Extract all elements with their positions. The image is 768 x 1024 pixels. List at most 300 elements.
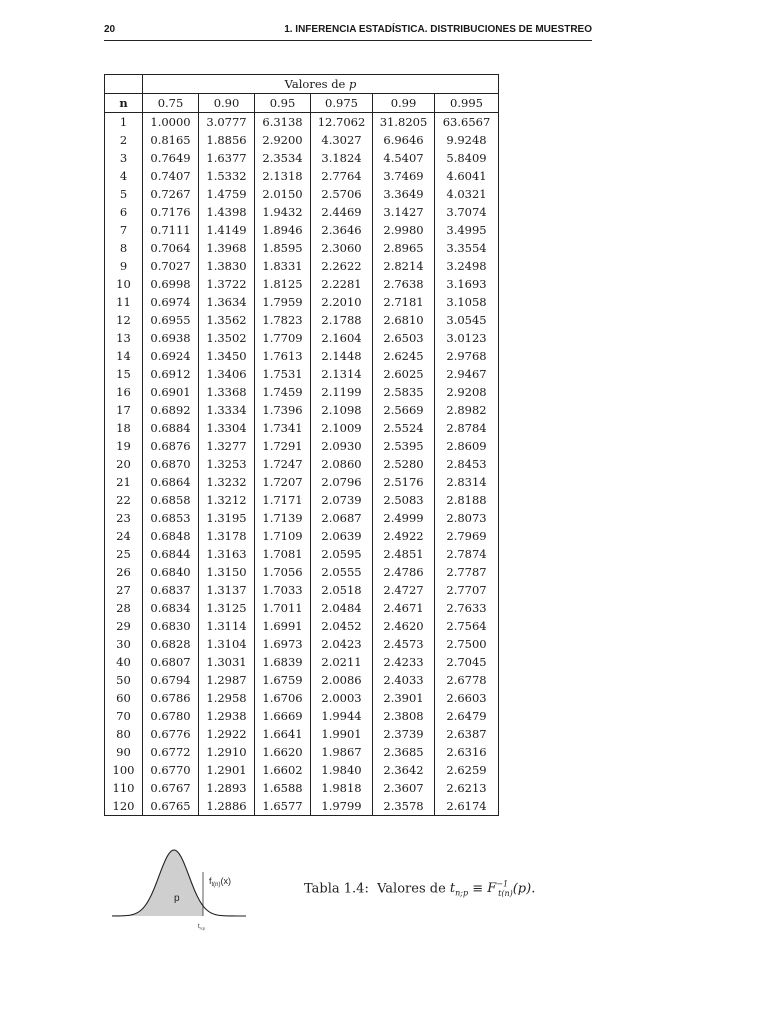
value-cell: 1.3722 [199, 275, 255, 293]
value-cell: 2.6479 [435, 707, 499, 725]
value-cell: 0.6858 [143, 491, 199, 509]
n-cell: 11 [105, 293, 143, 311]
value-cell: 1.6588 [255, 779, 311, 797]
table-row [105, 311, 499, 329]
value-cell: 2.0860 [311, 455, 373, 473]
value-cell: 1.9432 [255, 203, 311, 221]
value-cell: 1.6377 [199, 149, 255, 167]
n-cell: 29 [105, 617, 143, 635]
value-cell: 1.7011 [255, 599, 311, 617]
value-cell: 31.8205 [373, 113, 435, 132]
value-cell: 2.3578 [373, 797, 435, 816]
column-header: 0.995 [435, 94, 499, 113]
table-row [105, 509, 499, 527]
value-cell: 0.7064 [143, 239, 199, 257]
value-cell: 2.7969 [435, 527, 499, 545]
value-cell: 0.6828 [143, 635, 199, 653]
n-cell: 21 [105, 473, 143, 491]
value-cell: 3.1427 [373, 203, 435, 221]
value-cell: 1.2901 [199, 761, 255, 779]
value-cell: 2.2010 [311, 293, 373, 311]
value-cell: 3.7469 [373, 167, 435, 185]
value-cell: 1.7823 [255, 311, 311, 329]
value-cell: 2.0452 [311, 617, 373, 635]
value-cell: 2.8314 [435, 473, 499, 491]
value-cell: 4.6041 [435, 167, 499, 185]
n-cell: 4 [105, 167, 143, 185]
table-row [105, 203, 499, 221]
table-body [105, 113, 499, 816]
value-cell: 2.5835 [373, 383, 435, 401]
value-cell: 2.0518 [311, 581, 373, 599]
value-cell: 0.6807 [143, 653, 199, 671]
value-cell: 1.0000 [143, 113, 199, 132]
density-figure [106, 842, 256, 934]
value-cell: 2.7564 [435, 617, 499, 635]
value-cell: 0.6840 [143, 563, 199, 581]
value-cell: 1.3450 [199, 347, 255, 365]
value-cell: 1.8331 [255, 257, 311, 275]
value-cell: 1.3334 [199, 401, 255, 419]
value-cell: 2.0639 [311, 527, 373, 545]
value-cell: 2.4727 [373, 581, 435, 599]
group-header-label: Valores de [284, 77, 346, 91]
value-cell: 2.5395 [373, 437, 435, 455]
value-cell: 2.1314 [311, 365, 373, 383]
value-cell: 3.1058 [435, 293, 499, 311]
value-cell: 1.6641 [255, 725, 311, 743]
n-cell: 20 [105, 455, 143, 473]
value-cell: 2.9208 [435, 383, 499, 401]
table-row [105, 131, 499, 149]
n-cell: 30 [105, 635, 143, 653]
value-cell: 1.5332 [199, 167, 255, 185]
column-header: 0.95 [255, 94, 311, 113]
value-cell: 9.9248 [435, 131, 499, 149]
chapter-title: 1. INFERENCIA ESTADÍSTICA. DISTRIBUCIONES DE MUESTREO [284, 24, 592, 35]
table-row [105, 383, 499, 401]
n-cell: 9 [105, 257, 143, 275]
value-cell: 1.7291 [255, 437, 311, 455]
value-cell: 2.0484 [311, 599, 373, 617]
value-cell: 0.6924 [143, 347, 199, 365]
value-cell: 2.9200 [255, 131, 311, 149]
table-row [105, 419, 499, 437]
value-cell: 0.6770 [143, 761, 199, 779]
function-label: $f_{t(n)}(x)$ [209, 876, 232, 888]
value-cell: 1.9867 [311, 743, 373, 761]
value-cell: 1.7207 [255, 473, 311, 491]
n-cell: 3 [105, 149, 143, 167]
value-cell: 0.6901 [143, 383, 199, 401]
value-cell: 0.6837 [143, 581, 199, 599]
t-distribution-table [104, 74, 499, 816]
value-cell: 2.2281 [311, 275, 373, 293]
caption-equiv: ≡ [472, 881, 484, 897]
value-cell: 2.7787 [435, 563, 499, 581]
value-cell: 0.6955 [143, 311, 199, 329]
value-cell: 2.4573 [373, 635, 435, 653]
value-cell: 0.6864 [143, 473, 199, 491]
corner-cell [105, 75, 143, 94]
value-cell: 1.7709 [255, 329, 311, 347]
table-row [105, 113, 499, 132]
shaded-area [112, 850, 203, 916]
value-cell: 3.3554 [435, 239, 499, 257]
value-cell: 0.8165 [143, 131, 199, 149]
value-cell: 1.7341 [255, 419, 311, 437]
value-cell: 1.7959 [255, 293, 311, 311]
value-cell: 2.5524 [373, 419, 435, 437]
value-cell: 2.0930 [311, 437, 373, 455]
value-cell: 1.4398 [199, 203, 255, 221]
value-cell: 1.9840 [311, 761, 373, 779]
n-cell: 8 [105, 239, 143, 257]
value-cell: 2.1318 [255, 167, 311, 185]
value-cell: 1.6839 [255, 653, 311, 671]
table-row [105, 365, 499, 383]
table-row [105, 707, 499, 725]
value-cell: 0.6938 [143, 329, 199, 347]
table-row [105, 671, 499, 689]
value-cell: 1.7139 [255, 509, 311, 527]
value-cell: 3.0123 [435, 329, 499, 347]
value-cell: 2.6213 [435, 779, 499, 797]
value-cell: 0.6974 [143, 293, 199, 311]
value-cell: 2.8453 [435, 455, 499, 473]
value-cell: 2.6259 [435, 761, 499, 779]
value-cell: 2.5706 [311, 185, 373, 203]
n-cell: 110 [105, 779, 143, 797]
value-cell: 6.9646 [373, 131, 435, 149]
value-cell: 12.7062 [311, 113, 373, 132]
value-cell: 2.4671 [373, 599, 435, 617]
value-cell: 1.4759 [199, 185, 255, 203]
table-row [105, 797, 499, 816]
value-cell: 2.6245 [373, 347, 435, 365]
n-cell: 50 [105, 671, 143, 689]
value-cell: 0.7407 [143, 167, 199, 185]
table-row [105, 401, 499, 419]
value-cell: 2.4233 [373, 653, 435, 671]
value-cell: 2.0555 [311, 563, 373, 581]
value-cell: 1.8856 [199, 131, 255, 149]
n-cell: 70 [105, 707, 143, 725]
value-cell: 2.4033 [373, 671, 435, 689]
n-cell: 17 [105, 401, 143, 419]
value-cell: 1.7171 [255, 491, 311, 509]
value-cell: 2.0687 [311, 509, 373, 527]
value-cell: 2.3739 [373, 725, 435, 743]
value-cell: 1.7056 [255, 563, 311, 581]
value-cell: 2.6316 [435, 743, 499, 761]
table-row [105, 563, 499, 581]
n-cell: 18 [105, 419, 143, 437]
value-cell: 3.7074 [435, 203, 499, 221]
n-cell: 14 [105, 347, 143, 365]
table-row [105, 527, 499, 545]
value-cell: 2.7874 [435, 545, 499, 563]
value-cell: 1.3253 [199, 455, 255, 473]
value-cell: 2.6810 [373, 311, 435, 329]
value-cell: 1.9901 [311, 725, 373, 743]
value-cell: 0.6853 [143, 509, 199, 527]
quantile-label: $t_{n;p}$ [198, 924, 206, 931]
value-cell: 2.7707 [435, 581, 499, 599]
value-cell: 1.7396 [255, 401, 311, 419]
value-cell: 1.8595 [255, 239, 311, 257]
n-cell: 19 [105, 437, 143, 455]
table-caption [304, 880, 535, 898]
value-cell: 0.6998 [143, 275, 199, 293]
value-cell: 0.7111 [143, 221, 199, 239]
n-cell: 28 [105, 599, 143, 617]
value-cell: 4.0321 [435, 185, 499, 203]
value-cell: 2.4469 [311, 203, 373, 221]
value-cell: 3.1693 [435, 275, 499, 293]
value-cell: 2.3901 [373, 689, 435, 707]
value-cell: 1.6577 [255, 797, 311, 816]
value-cell: 2.5280 [373, 455, 435, 473]
table-row [105, 779, 499, 797]
value-cell: 2.7764 [311, 167, 373, 185]
n-column-header: n [105, 94, 143, 113]
value-cell: 1.3178 [199, 527, 255, 545]
value-cell: 0.6834 [143, 599, 199, 617]
value-cell: 2.7638 [373, 275, 435, 293]
value-cell: 1.9799 [311, 797, 373, 816]
value-cell: 1.8946 [255, 221, 311, 239]
column-header: 0.75 [143, 94, 199, 113]
value-cell: 1.3195 [199, 509, 255, 527]
value-cell: 0.6870 [143, 455, 199, 473]
n-cell: 2 [105, 131, 143, 149]
value-cell: 0.6780 [143, 707, 199, 725]
value-cell: 1.3031 [199, 653, 255, 671]
area-label: p [174, 893, 180, 904]
n-cell: 12 [105, 311, 143, 329]
table-row [105, 617, 499, 635]
table-row [105, 689, 499, 707]
value-cell: 1.3830 [199, 257, 255, 275]
table-row [105, 329, 499, 347]
value-cell: 1.2893 [199, 779, 255, 797]
value-cell: 0.6892 [143, 401, 199, 419]
n-cell: 16 [105, 383, 143, 401]
value-cell: 3.2498 [435, 257, 499, 275]
n-cell: 10 [105, 275, 143, 293]
value-cell: 2.3642 [373, 761, 435, 779]
value-cell: 1.6602 [255, 761, 311, 779]
value-cell: 1.3968 [199, 239, 255, 257]
value-cell: 2.3534 [255, 149, 311, 167]
value-cell: 2.8965 [373, 239, 435, 257]
value-cell: 0.6772 [143, 743, 199, 761]
value-cell: 2.8073 [435, 509, 499, 527]
value-cell: 2.4851 [373, 545, 435, 563]
n-cell: 25 [105, 545, 143, 563]
value-cell: 0.6876 [143, 437, 199, 455]
value-cell: 2.2622 [311, 257, 373, 275]
table-row [105, 293, 499, 311]
n-cell: 60 [105, 689, 143, 707]
n-cell: 90 [105, 743, 143, 761]
value-cell: 2.0423 [311, 635, 373, 653]
value-cell: 2.6025 [373, 365, 435, 383]
n-cell: 23 [105, 509, 143, 527]
value-cell: 2.3607 [373, 779, 435, 797]
table-row [105, 725, 499, 743]
value-cell: 1.2938 [199, 707, 255, 725]
value-cell: 2.6387 [435, 725, 499, 743]
table-row [105, 149, 499, 167]
value-cell: 2.1448 [311, 347, 373, 365]
table-column-header-row [105, 94, 499, 113]
value-cell: 2.7633 [435, 599, 499, 617]
value-cell: 2.5176 [373, 473, 435, 491]
value-cell: 2.4922 [373, 527, 435, 545]
value-cell: 0.6884 [143, 419, 199, 437]
value-cell: 2.3646 [311, 221, 373, 239]
value-cell: 2.1788 [311, 311, 373, 329]
column-header: 0.90 [199, 94, 255, 113]
table-row [105, 167, 499, 185]
value-cell: 2.5669 [373, 401, 435, 419]
value-cell: 2.1604 [311, 329, 373, 347]
value-cell: 2.0150 [255, 185, 311, 203]
value-cell: 1.9944 [311, 707, 373, 725]
value-cell: 1.8125 [255, 275, 311, 293]
value-cell: 1.3104 [199, 635, 255, 653]
value-cell: 2.8784 [435, 419, 499, 437]
value-cell: 3.1824 [311, 149, 373, 167]
value-cell: 0.6776 [143, 725, 199, 743]
value-cell: 1.7247 [255, 455, 311, 473]
value-cell: 0.6794 [143, 671, 199, 689]
value-cell: 0.6844 [143, 545, 199, 563]
table-row [105, 599, 499, 617]
table-group-header-row [105, 75, 499, 94]
value-cell: 1.6991 [255, 617, 311, 635]
n-cell: 1 [105, 113, 143, 132]
group-header-var: p [349, 77, 357, 91]
value-cell: 0.7649 [143, 149, 199, 167]
n-cell: 27 [105, 581, 143, 599]
value-cell: 1.6973 [255, 635, 311, 653]
value-cell: 2.7181 [373, 293, 435, 311]
table-row [105, 473, 499, 491]
value-cell: 2.0211 [311, 653, 373, 671]
table-row [105, 653, 499, 671]
caption-F: $F^{-1}_{t(n)}$ [487, 880, 513, 898]
value-cell: 1.3406 [199, 365, 255, 383]
value-cell: 2.7045 [435, 653, 499, 671]
n-cell: 13 [105, 329, 143, 347]
value-cell: 2.6174 [435, 797, 499, 816]
table-row [105, 275, 499, 293]
table-row [105, 221, 499, 239]
value-cell: 2.8188 [435, 491, 499, 509]
value-cell: 2.0086 [311, 671, 373, 689]
caption-t: $t_{n;p}$ [449, 881, 469, 898]
value-cell: 1.6620 [255, 743, 311, 761]
value-cell: 2.1098 [311, 401, 373, 419]
value-cell: 0.7176 [143, 203, 199, 221]
n-cell: 7 [105, 221, 143, 239]
value-cell: 4.3027 [311, 131, 373, 149]
value-cell: 1.2886 [199, 797, 255, 816]
value-cell: 2.7500 [435, 635, 499, 653]
value-cell: 2.4786 [373, 563, 435, 581]
value-cell: 6.3138 [255, 113, 311, 132]
table-row [105, 239, 499, 257]
table-row [105, 635, 499, 653]
value-cell: 1.7613 [255, 347, 311, 365]
value-cell: 2.3685 [373, 743, 435, 761]
value-cell: 1.9818 [311, 779, 373, 797]
value-cell: 1.3562 [199, 311, 255, 329]
value-cell: 1.6669 [255, 707, 311, 725]
value-cell: 2.6778 [435, 671, 499, 689]
value-cell: 1.6759 [255, 671, 311, 689]
value-cell: 3.0545 [435, 311, 499, 329]
table-row [105, 743, 499, 761]
value-cell: 1.2987 [199, 671, 255, 689]
value-cell: 1.7459 [255, 383, 311, 401]
value-cell: 2.8982 [435, 401, 499, 419]
page-number: 20 [104, 24, 116, 35]
value-cell: 1.7033 [255, 581, 311, 599]
value-cell: 1.7081 [255, 545, 311, 563]
table-row [105, 545, 499, 563]
value-cell: 3.0777 [199, 113, 255, 132]
n-cell: 15 [105, 365, 143, 383]
value-cell: 1.3277 [199, 437, 255, 455]
value-cell: 2.5083 [373, 491, 435, 509]
value-cell: 1.2922 [199, 725, 255, 743]
value-cell: 1.2958 [199, 689, 255, 707]
table-row [105, 185, 499, 203]
value-cell: 63.6567 [435, 113, 499, 132]
caption-prefix: Tabla 1.4: [304, 881, 369, 897]
value-cell: 2.4999 [373, 509, 435, 527]
value-cell: 1.3137 [199, 581, 255, 599]
value-cell: 0.6765 [143, 797, 199, 816]
n-cell: 26 [105, 563, 143, 581]
table-row [105, 257, 499, 275]
value-cell: 2.0796 [311, 473, 373, 491]
n-cell: 80 [105, 725, 143, 743]
table-row [105, 347, 499, 365]
value-cell: 1.7109 [255, 527, 311, 545]
value-cell: 1.3304 [199, 419, 255, 437]
value-cell: 2.8609 [435, 437, 499, 455]
value-cell: 4.5407 [373, 149, 435, 167]
value-cell: 2.1009 [311, 419, 373, 437]
table-row [105, 491, 499, 509]
value-cell: 2.3808 [373, 707, 435, 725]
value-cell: 2.4620 [373, 617, 435, 635]
value-cell: 1.3163 [199, 545, 255, 563]
value-cell: 1.6706 [255, 689, 311, 707]
value-cell: 2.0595 [311, 545, 373, 563]
column-header: 0.975 [311, 94, 373, 113]
value-cell: 1.4149 [199, 221, 255, 239]
n-cell: 5 [105, 185, 143, 203]
n-cell: 22 [105, 491, 143, 509]
value-cell: 0.6830 [143, 617, 199, 635]
n-cell: 40 [105, 653, 143, 671]
